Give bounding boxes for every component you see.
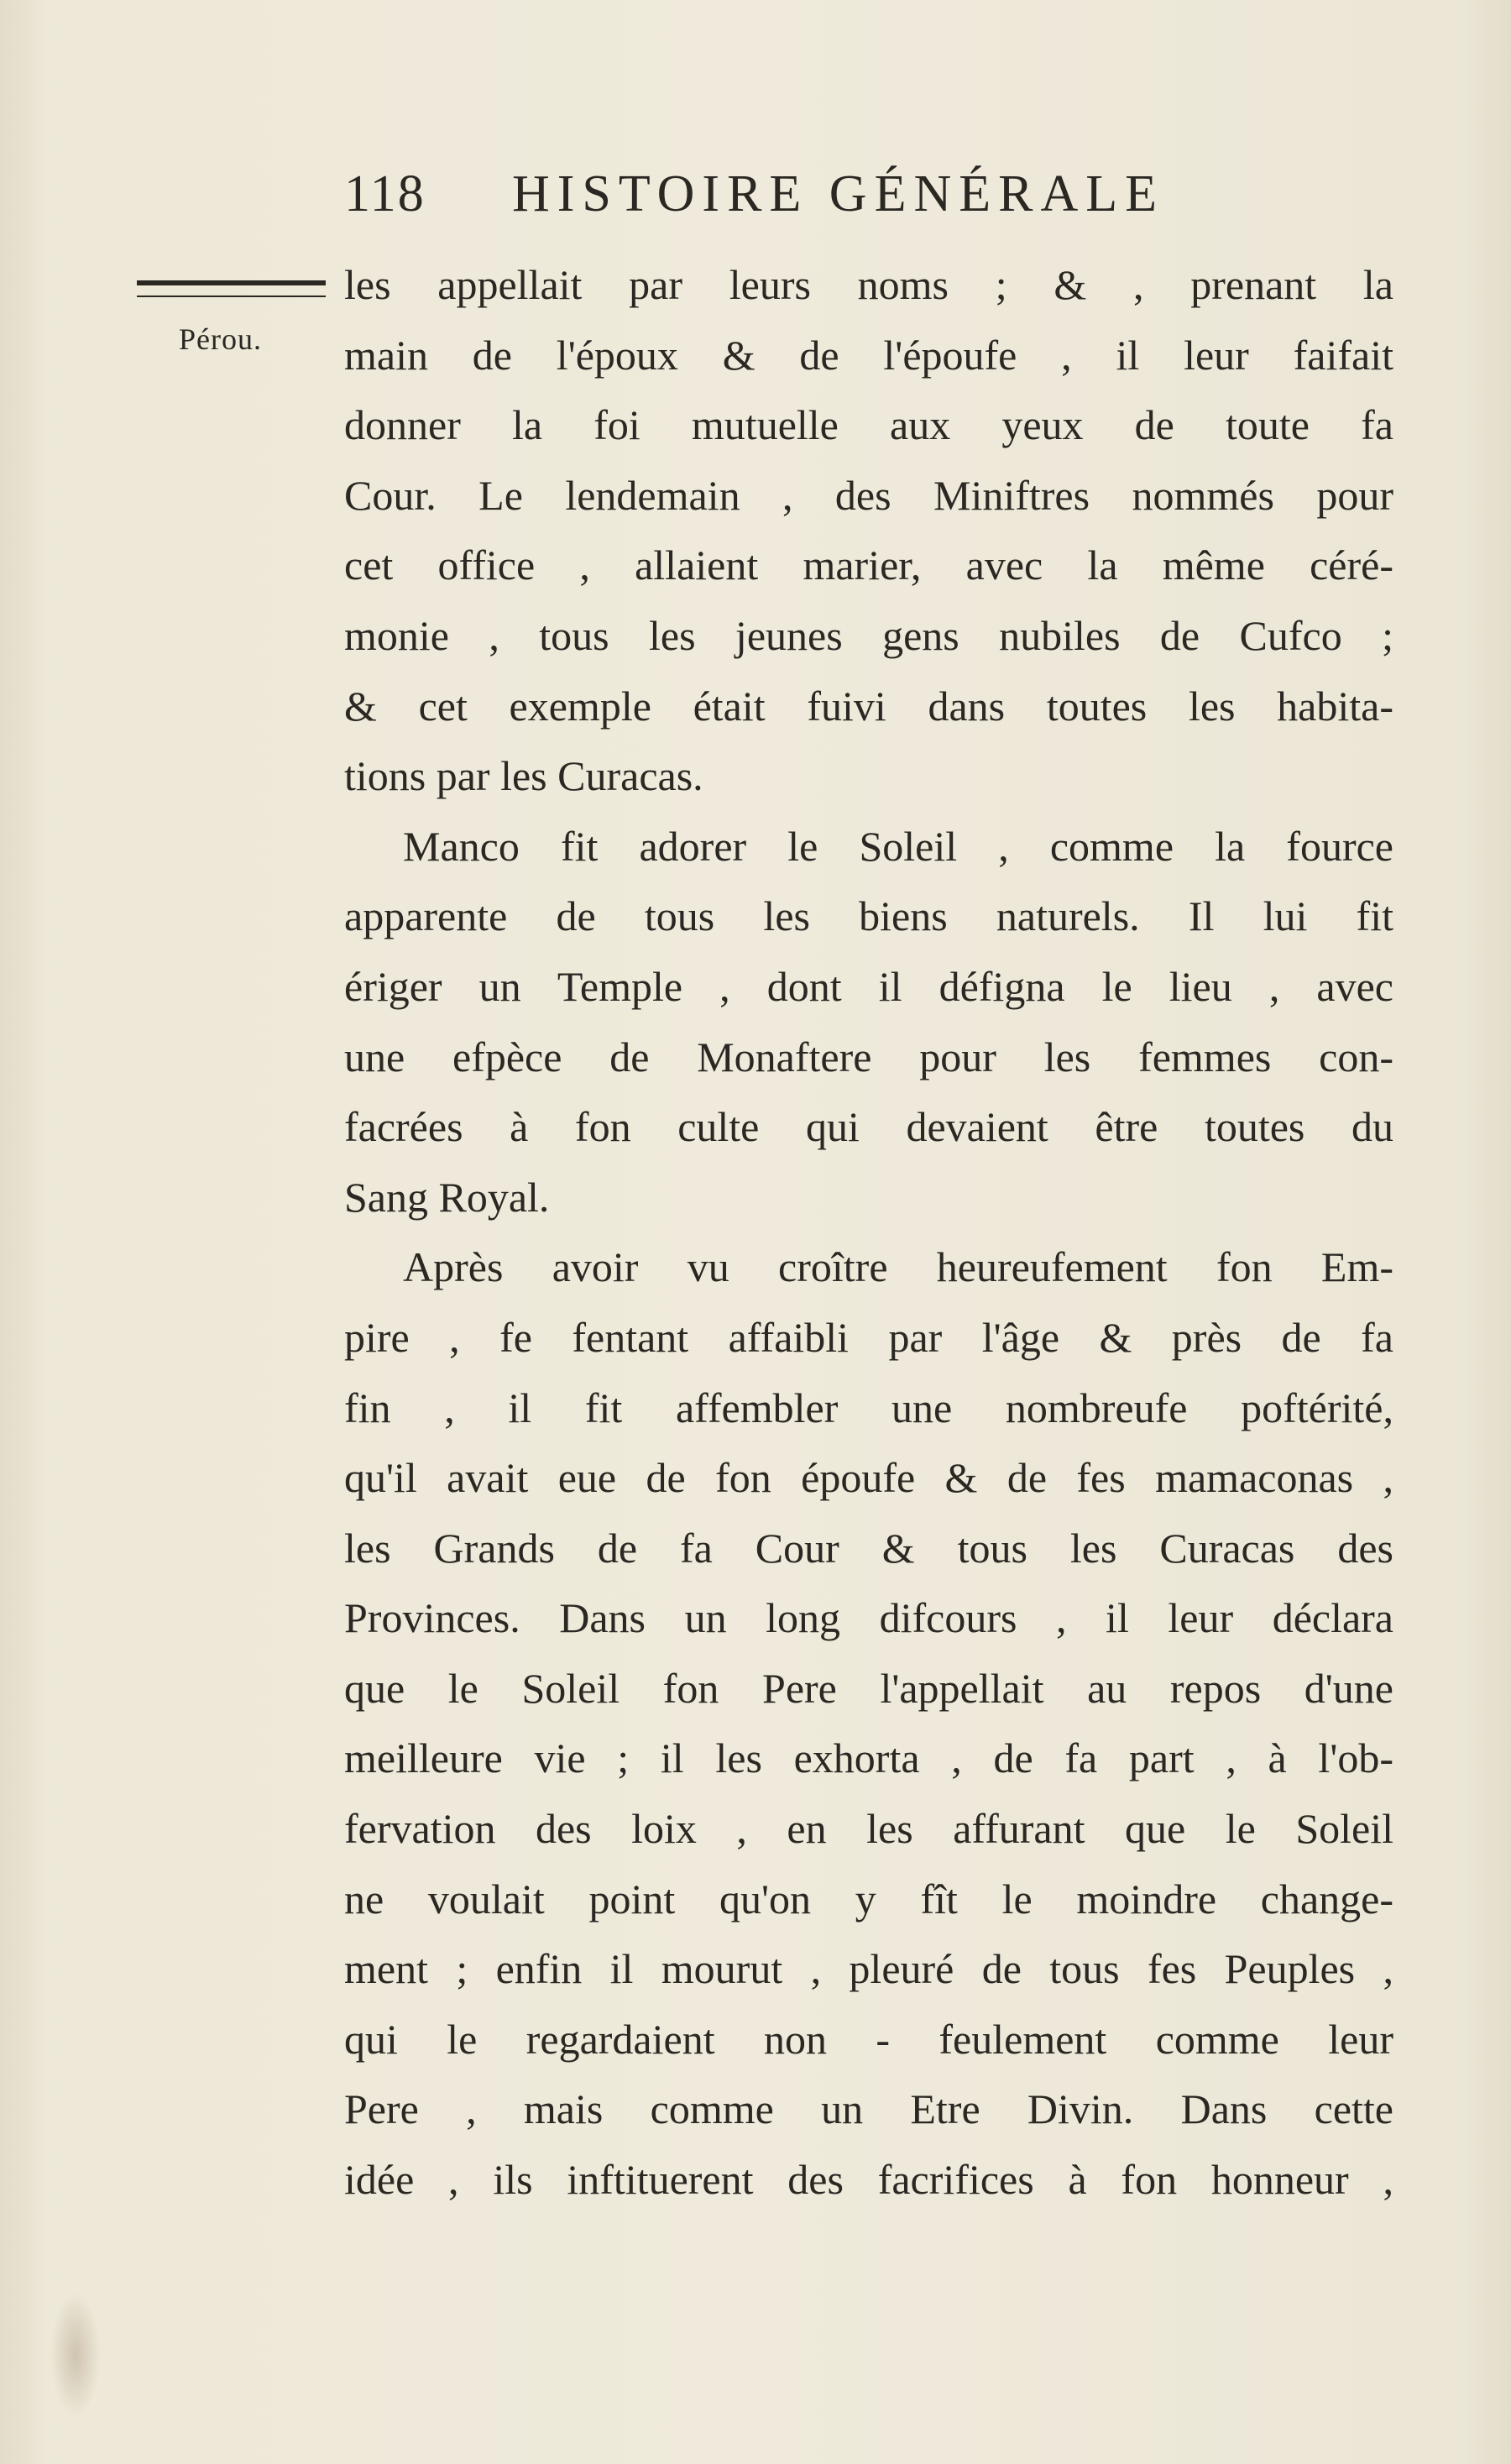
margin-note: Pérou. xyxy=(179,322,262,356)
text-line: qui le regardaient non - feulement comme leur xyxy=(344,2015,1393,2063)
page-number: 118 xyxy=(344,165,426,222)
text-line: apparente de tous les biens naturels. Il lui fit xyxy=(344,892,1393,940)
text-line: Manco fit adorer le Soleil , comme la fource xyxy=(403,822,1393,870)
text-line: les appellait par leurs noms ; & , prenant la xyxy=(344,261,1393,308)
text-line: meilleure vie ; il les exhorta , de fa part , à l'ob- xyxy=(344,1734,1393,1782)
text-line: ment ; enfin il mourut , pleuré de tous fes Peuples , xyxy=(344,1945,1393,1993)
text-line: Pere , mais comme un Etre Divin. Dans cette xyxy=(344,2085,1393,2133)
text-line: Provinces. Dans un long difcours , il leur déclara xyxy=(344,1594,1393,1642)
text-line: une efpèce de Monaftere pour les femmes con- xyxy=(344,1033,1393,1080)
text-line: idée , ils inftituerent des facrifices à fon honneur , xyxy=(344,2156,1393,2204)
paper-stain xyxy=(50,2292,101,2418)
text-line: facrées à fon culte qui devaient être toutes du xyxy=(344,1103,1393,1151)
text-line: les Grands de fa Cour & tous les Curacas des xyxy=(344,1524,1393,1572)
text-line: ne voulait point qu'on y fît le moindre change- xyxy=(344,1875,1393,1923)
text-line: pire , fe fentant affaibli par l'âge & près de fa xyxy=(344,1313,1393,1361)
text-line: monie , tous les jeunes gens nubiles de Cufco ; xyxy=(344,611,1393,659)
text-line: Cour. Le lendemain , des Miniftres nommés pour xyxy=(344,471,1393,519)
text-line: donner la foi mutuelle aux yeux de toute fa xyxy=(344,401,1393,449)
page-header xyxy=(344,165,1435,232)
margin-rule xyxy=(137,280,326,297)
text-line: fervation des loix , en les affurant que le Soleil xyxy=(344,1805,1393,1853)
text-line: fin , il fit affembler une nombreufe poftérité, xyxy=(344,1384,1393,1431)
text-line: main de l'époux & de l'époufe , il leur faifait xyxy=(344,331,1393,379)
text-line: ériger un Temple , dont il défigna le lieu , avec xyxy=(344,962,1393,1010)
text-line: Sang Royal. xyxy=(344,1173,550,1221)
body-text xyxy=(344,250,1393,2216)
text-line: cet office , allaient marier, avec la même céré- xyxy=(344,541,1393,589)
text-line: qu'il avait eue de fon époufe & de fes mamaconas , xyxy=(344,1454,1393,1502)
text-line: Après avoir vu croître heureufement fon Em- xyxy=(403,1243,1393,1291)
running-title: HISTOIRE GÉNÉRALE xyxy=(512,165,1164,222)
text-line: & cet exemple était fuivi dans toutes les habita- xyxy=(344,682,1393,730)
text-line: que le Soleil fon Pere l'appellait au repos d'une xyxy=(344,1664,1393,1712)
text-line: tions par les Curacas. xyxy=(344,752,703,800)
